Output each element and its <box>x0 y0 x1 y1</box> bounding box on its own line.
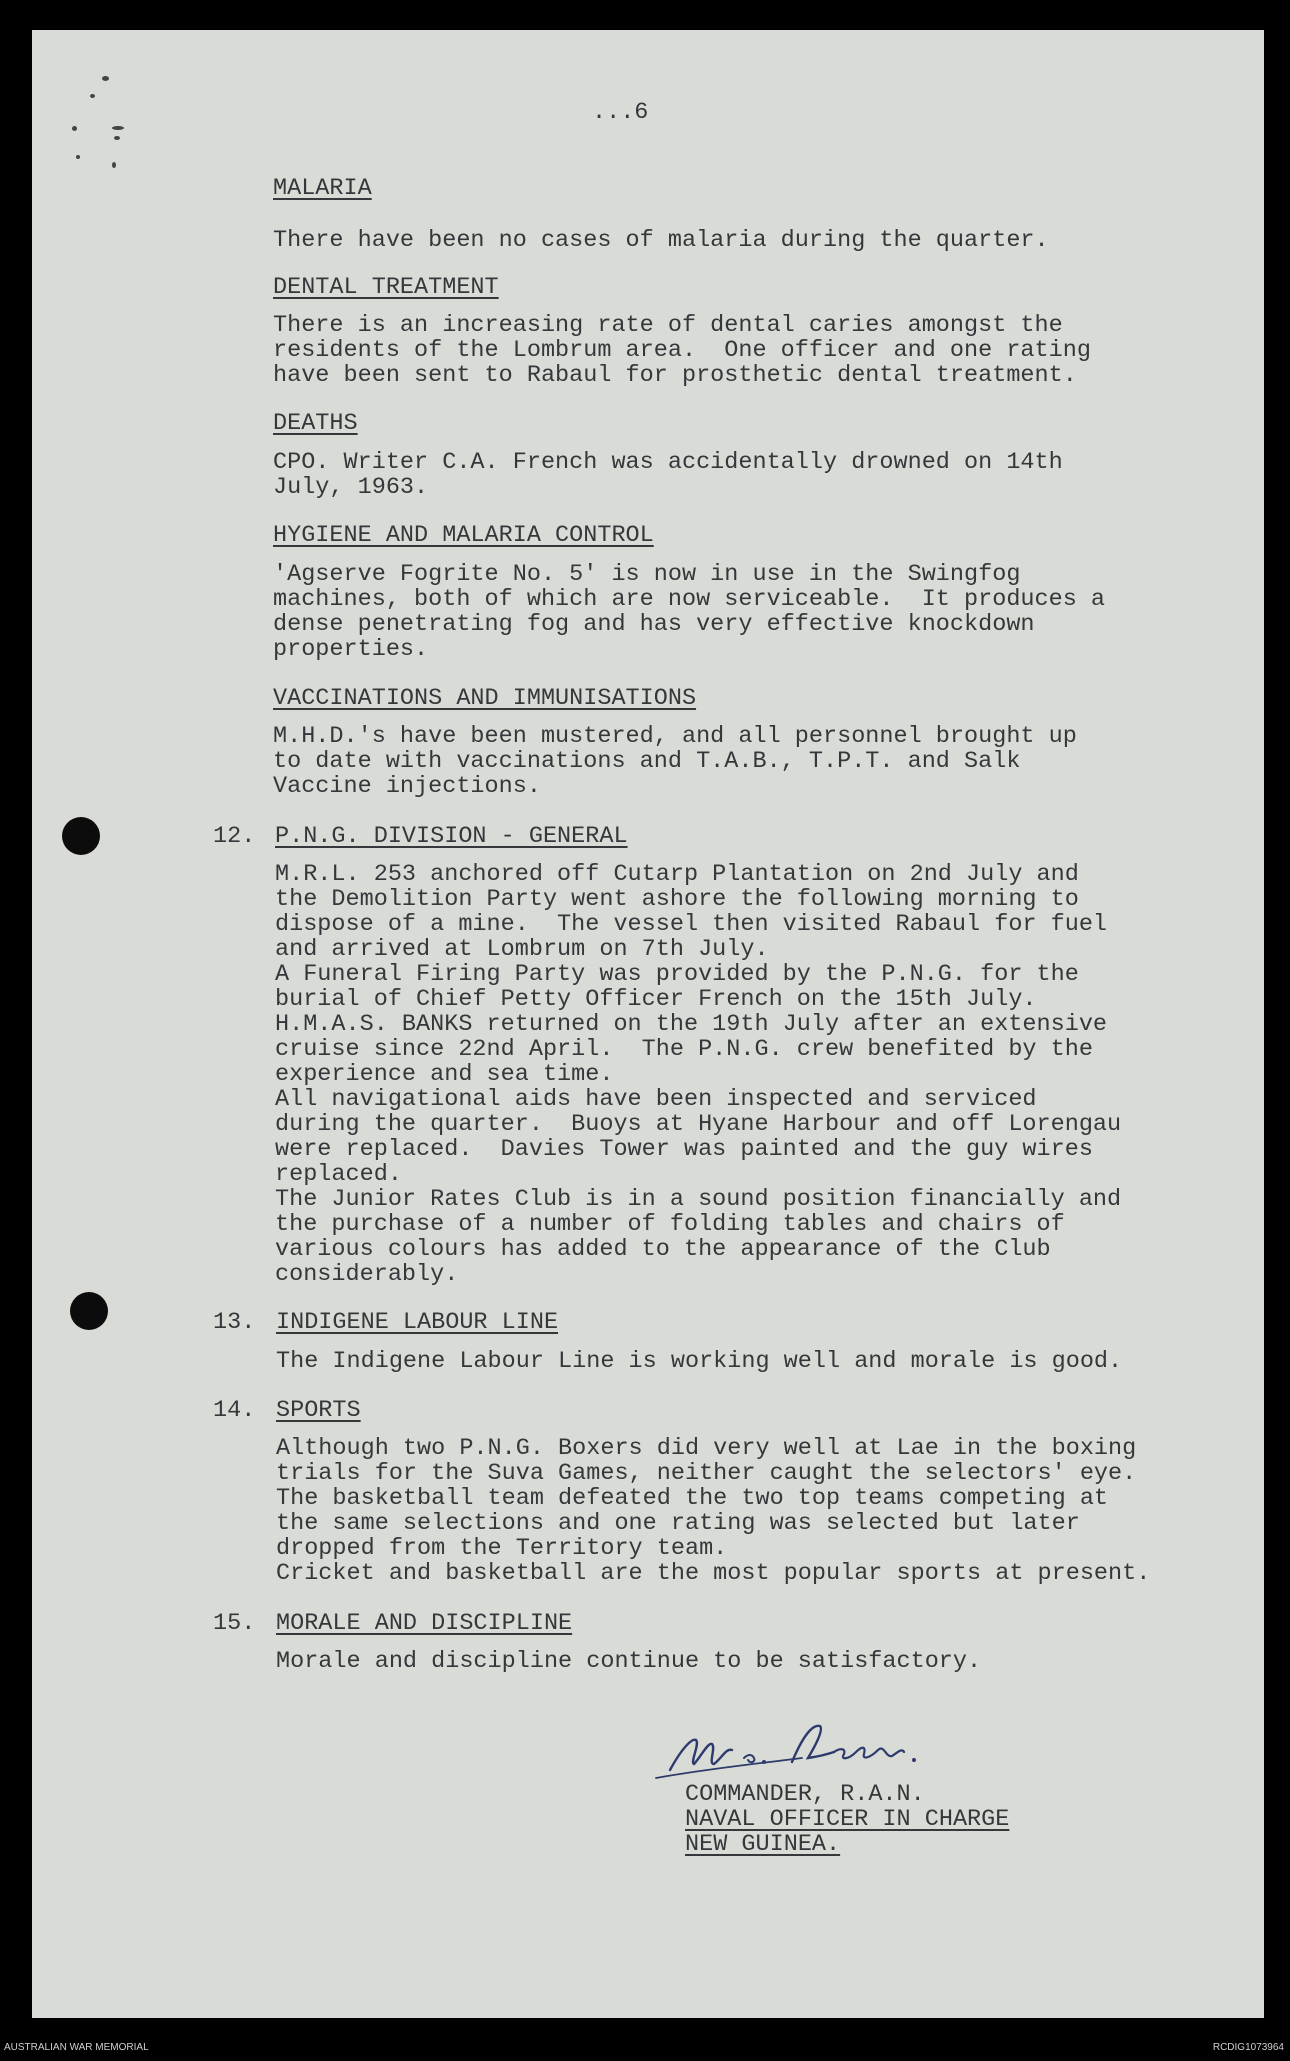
png-line: cruise since 22nd April. The P.N.G. crew benefited by the <box>275 1036 1093 1063</box>
morale-heading: MORALE AND DISCIPLINE <box>276 1610 573 1637</box>
png-line: M.R.L. 253 anchored off Cutarp Plantation on 2nd July and <box>275 861 1079 888</box>
png-line: All navigational aids have been inspected and serviced <box>275 1086 1037 1113</box>
sports-heading: SPORTS <box>276 1397 361 1424</box>
sports-line: dropped from the Territory team. <box>276 1535 728 1562</box>
png-line: the Demolition Party went ashore the following morning to <box>275 886 1079 913</box>
hygiene-line: 'Agserve Fogrite No. 5' is now in use in the Swingfog <box>273 561 1021 588</box>
dental-line: have been sent to Rabaul for prosthetic dental treatment. <box>273 362 1077 389</box>
sports-line: Although two P.N.G. Boxers did very well at Lae in the boxing <box>276 1435 1137 1462</box>
deaths-line: CPO. Writer C.A. French was accidentally drowned on 14th <box>273 449 1063 476</box>
png-heading: P.N.G. DIVISION - GENERAL <box>275 823 628 850</box>
labour-heading: INDIGENE LABOUR LINE <box>276 1309 559 1336</box>
png-line: dispose of a mine. The vessel then visited Rabaul for fuel <box>275 911 1108 938</box>
deaths-line: July, 1963. <box>273 474 429 501</box>
png-line: A Funeral Firing Party was provided by the P.N.G. for the <box>275 961 1079 988</box>
vaccinations-line: to date with vaccinations and T.A.B., T.P.T. and Salk <box>273 748 1021 775</box>
punch-hole-upper <box>62 817 100 855</box>
sports-line: trials for the Suva Games, neither caught the selectors' eye. <box>276 1460 1137 1487</box>
vaccinations-line: Vaccine injections. <box>273 773 541 800</box>
signature-title: NAVAL OFFICER IN CHARGE <box>685 1806 1010 1833</box>
handwritten-signature <box>652 1718 1032 1788</box>
sports-number: 14. <box>213 1397 256 1424</box>
png-line: The Junior Rates Club is in a sound position financially and <box>275 1186 1122 1213</box>
morale-number: 15. <box>213 1610 256 1637</box>
dental-line: There is an increasing rate of dental caries amongst the <box>273 312 1063 339</box>
vaccinations-heading: VACCINATIONS AND IMMUNISATIONS <box>273 685 697 712</box>
hygiene-line: properties. <box>273 636 429 663</box>
hygiene-line: dense penetrating fog and has very effective knockdown <box>273 611 1035 638</box>
sports-line: the same selections and one rating was selected but later <box>276 1510 1080 1537</box>
png-number: 12. <box>213 823 256 850</box>
png-line: replaced. <box>275 1161 402 1188</box>
hygiene-heading: HYGIENE AND MALARIA CONTROL <box>273 522 654 549</box>
vaccinations-line: M.H.D.'s have been mustered, and all personnel brought up <box>273 723 1077 750</box>
png-line: various colours has added to the appearance of the Club <box>275 1236 1051 1263</box>
png-line: burial of Chief Petty Officer French on the 15th July. <box>275 986 1037 1013</box>
labour-number: 13. <box>213 1309 256 1336</box>
signature-area: NEW GUINEA. <box>685 1831 841 1858</box>
labour-line: The Indigene Labour Line is working well and morale is good. <box>276 1348 1123 1375</box>
sports-line: The basketball team defeated the two top teams competing at <box>276 1485 1109 1512</box>
dental-line: residents of the Lombrum area. One officer and one rating <box>273 337 1091 364</box>
png-line: considerably. <box>275 1261 459 1288</box>
png-line: H.M.A.S. BANKS returned on the 19th July after an extensive <box>275 1011 1108 1038</box>
deaths-heading: DEATHS <box>273 410 358 437</box>
png-line: the purchase of a number of folding tables and chairs of <box>275 1211 1065 1238</box>
png-line: were replaced. Davies Tower was painted and the guy wires <box>275 1136 1093 1163</box>
page-marker: ...6 <box>592 99 649 126</box>
malaria-heading: MALARIA <box>273 175 372 202</box>
signature-rank: COMMANDER, R.A.N. <box>685 1781 925 1808</box>
punch-hole-lower <box>70 1292 108 1330</box>
png-line: experience and sea time. <box>275 1061 614 1088</box>
morale-line: Morale and discipline continue to be satisfactory. <box>276 1648 982 1675</box>
sports-line: Cricket and basketball are the most popular sports at present. <box>276 1560 1151 1587</box>
dental-heading: DENTAL TREATMENT <box>273 274 499 301</box>
document-page <box>32 30 1264 2018</box>
hygiene-line: machines, both of which are now serviceable. It produces a <box>273 586 1106 613</box>
malaria-line: There have been no cases of malaria during the quarter. <box>273 227 1049 254</box>
archive-credit: AUSTRALIAN WAR MEMORIAL <box>4 2042 149 2053</box>
archive-reference: RCDIG1073964 <box>1212 2042 1284 2053</box>
png-line: and arrived at Lombrum on 7th July. <box>275 936 769 963</box>
png-line: during the quarter. Buoys at Hyane Harbour and off Lorengau <box>275 1111 1122 1138</box>
